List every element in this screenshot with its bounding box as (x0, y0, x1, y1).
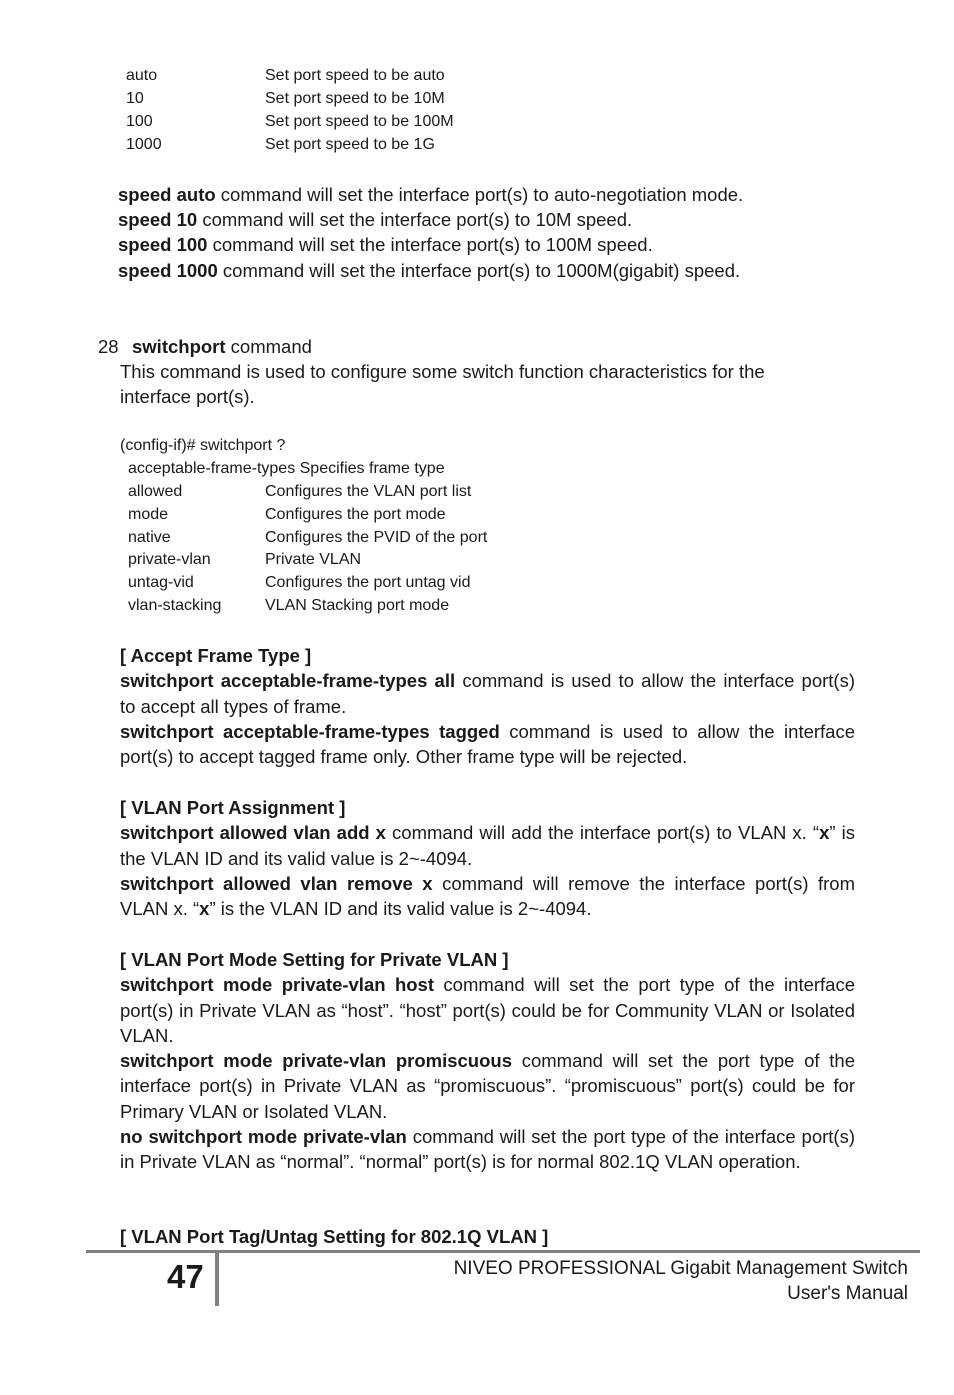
paragraph-text: ” is the VLAN ID and its valid value is 2~-4094. (120, 822, 855, 869)
cli-option-key: private-vlan (128, 551, 211, 568)
paragraph (120, 719, 855, 770)
cli-option-desc: Configures the port untag vid (265, 574, 471, 591)
heading-text: [ VLAN Port Tag/Untag Setting for 802.1Q VLAN ] (120, 1226, 549, 1247)
page-number: 47 (167, 1258, 204, 1295)
footer-divider (215, 1253, 219, 1306)
command-name: speed 100 (118, 234, 208, 255)
subsection-heading (120, 947, 855, 972)
cli-option-key: allowed (128, 483, 183, 500)
paragraph (120, 1048, 855, 1124)
heading-text: [ VLAN Port Assignment ] (120, 797, 346, 818)
heading-text: [ VLAN Port Mode Setting for Private VLAN ] (120, 949, 509, 970)
footer-subtitle: User's Manual (787, 1283, 908, 1304)
paragraph-text: command will remove the interface port(s) from VLAN x. “ (120, 872, 856, 920)
speed-line (118, 209, 632, 231)
speed-line-text: command will set the interface port(s) to 10M speed. (197, 209, 633, 230)
speed-line (118, 184, 743, 206)
speed-option-key: 10 (126, 90, 144, 107)
speed-line-text: command will set the interface port(s) to 100M speed. (207, 234, 653, 255)
cli-option-desc: Configures the PVID of the port (265, 529, 488, 546)
speed-option-desc: Set port speed to be 10M (265, 90, 445, 107)
command-name: switchport mode private-vlan host (120, 974, 435, 996)
command-name: speed auto (118, 184, 216, 205)
subsection-heading (120, 643, 855, 668)
variable-x: x (819, 822, 830, 844)
section-title-rest: command (225, 336, 312, 357)
subsection-private-vlan (120, 947, 855, 1175)
cli-option-desc: Configures the port mode (265, 506, 446, 523)
cli-option-key: untag-vid (128, 574, 194, 591)
heading-text: [ Accept Frame Type ] (120, 645, 312, 666)
speed-option-key: 100 (126, 113, 153, 130)
paragraph-text: command will set the port type of the interface port(s) in Private VLAN as “host”. “host” port(s) could be for Community VLAN or Isolated VLAN. (120, 974, 855, 1046)
cli-option-desc: Configures the VLAN port list (265, 483, 472, 500)
cli-option-desc: Private VLAN (265, 551, 362, 568)
speed-line (118, 234, 653, 256)
speed-line-text: command will set the interface port(s) to 1000M(gigabit) speed. (217, 260, 741, 281)
command-name: switchport acceptable-frame-types all (120, 670, 456, 692)
section-intro-line: This command is used to configure some switch function characteristics for the (120, 361, 765, 382)
paragraph-text: command is used to allow the interface port(s) to accept tagged frame only. Other frame type will be rejected. (120, 720, 855, 768)
section-title (132, 336, 312, 358)
subsection-accept-frame-type (120, 643, 855, 769)
variable-x: x (199, 898, 210, 920)
speed-line-text: command will set the interface port(s) to auto-negotiation mode. (215, 184, 744, 205)
paragraph (120, 820, 855, 871)
command-name: speed 10 (118, 209, 198, 230)
cli-prompt: (config-if)# switchport ? (120, 437, 286, 454)
command-name: no switchport mode private-vlan (120, 1126, 407, 1148)
paragraph-text: command will set the port type of the interface port(s) in Private VLAN as “normal”. “normal” port(s) is for normal 802.1Q VLAN operation. (120, 1126, 855, 1173)
paragraph-text: command will set the port type of the interface port(s) in Private VLAN as “promiscuous”. “promiscuous” port(s) could be for Primary VLAN or Isolated VLAN. (120, 1050, 855, 1122)
speed-option-desc: Set port speed to be auto (265, 67, 445, 84)
speed-option-key: 1000 (126, 136, 162, 153)
paragraph (120, 972, 855, 1048)
footer-rule (86, 1250, 920, 1253)
section-intro-line: interface port(s). (120, 386, 255, 407)
command-name: speed 1000 (118, 260, 218, 281)
cli-option-key: vlan-stacking (128, 597, 222, 614)
speed-option-desc: Set port speed to be 1G (265, 136, 435, 153)
paragraph-text: ” is the VLAN ID and its valid value is 2~-4094. (209, 898, 592, 920)
cli-option-line: acceptable-frame-types Specifies frame type (128, 460, 445, 477)
subsection-heading (120, 795, 855, 820)
command-name: switchport (132, 336, 226, 357)
subsection-vlan-port-assignment (120, 795, 855, 921)
cli-option-key: mode (128, 506, 169, 523)
footer-title: NIVEO PROFESSIONAL Gigabit Management Switch (453, 1258, 908, 1279)
command-name: switchport mode private-vlan promiscuous (120, 1050, 513, 1072)
subsection-heading (120, 1226, 548, 1248)
speed-option-desc: Set port speed to be 100M (265, 113, 454, 130)
cli-option-key: native (128, 529, 171, 546)
command-name: switchport allowed vlan add x (120, 822, 386, 844)
cli-option-desc: VLAN Stacking port mode (265, 597, 450, 614)
paragraph-text: command is used to allow the interface port(s) to accept all types of frame. (120, 670, 855, 717)
command-name: switchport allowed vlan remove x (120, 872, 433, 894)
section-number: 28 (98, 336, 119, 357)
paragraph-text: command will add the interface port(s) to VLAN x. “ (385, 822, 820, 844)
paragraph (120, 668, 855, 719)
paragraph (120, 1124, 855, 1175)
command-name: switchport acceptable-frame-types tagged (120, 720, 500, 742)
speed-line (118, 260, 740, 282)
speed-option-key: auto (126, 67, 158, 84)
paragraph (120, 871, 855, 922)
footer-text (454, 1256, 908, 1306)
